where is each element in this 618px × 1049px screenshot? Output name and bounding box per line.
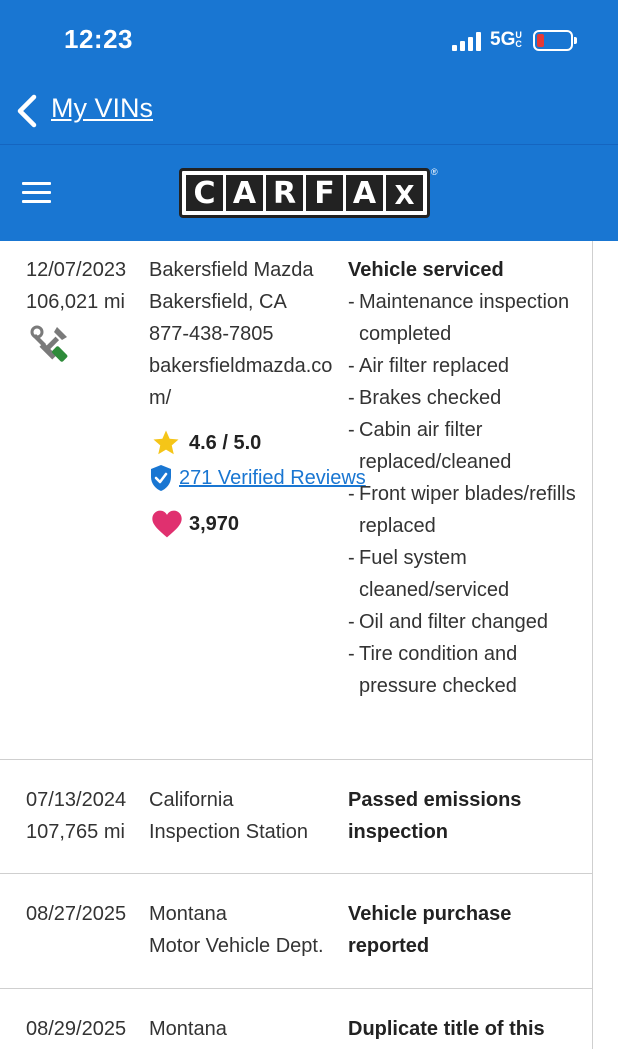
logo-letter: A: [226, 175, 263, 211]
carfax-logo[interactable]: [179, 168, 430, 218]
verified-shield-icon: [149, 464, 173, 492]
app-header: [0, 145, 618, 241]
network-label: 5GUC: [490, 29, 522, 50]
service-tools-icon: [30, 324, 70, 364]
source-name: California: [149, 789, 234, 811]
menu-icon[interactable]: [22, 182, 52, 204]
source-location: Bakersfield, CA: [149, 291, 287, 313]
service-items: [348, 286, 578, 702]
record-mileage: 107,765 mi: [26, 821, 125, 843]
heart-icon: [151, 509, 183, 539]
history-record: [0, 989, 592, 1049]
source-name-line2: Motor Vehicle Dept.: [149, 935, 324, 957]
source-name: Montana: [149, 903, 227, 925]
record-date: 07/13/2024: [26, 789, 127, 811]
source-phone[interactable]: 877-438-7805: [149, 323, 274, 345]
logo-letter: A: [346, 175, 383, 211]
history-record: [0, 241, 592, 760]
service-item: - Air filter replaced: [348, 350, 578, 382]
service-item: - Tire condition and pressure checked: [348, 638, 578, 702]
service-item: - Cabin air filter replaced/cleaned: [348, 414, 578, 478]
record-title: Vehicle serviced: [348, 259, 504, 281]
dealer-rating: [151, 427, 261, 459]
record-date: 12/07/2023: [26, 259, 127, 281]
status-time: 12:23: [64, 24, 133, 54]
registered-mark: ®: [431, 167, 438, 177]
signal-icon: [452, 31, 484, 51]
back-link-my-vins[interactable]: My VINs: [51, 93, 154, 123]
service-item: - Front wiper blades/refills replaced: [348, 478, 578, 542]
logo-letter: C: [186, 175, 223, 211]
logo-letter: R: [266, 175, 303, 211]
service-item: - Brakes checked: [348, 382, 578, 414]
reviews-link[interactable]: 271 Verified Reviews: [179, 466, 366, 489]
history-record: [0, 760, 592, 874]
source-name-line2: Inspection Station: [149, 821, 308, 843]
record-date: 08/27/2025: [26, 903, 127, 925]
status-and-nav-bar: [0, 0, 618, 145]
rating-value: 4.6 / 5.0: [189, 431, 262, 454]
record-title: Vehicle purchase reported: [348, 903, 512, 957]
favorites-value: 3,970: [189, 512, 240, 535]
source-website[interactable]: bakersfieldmazda.com/: [149, 355, 333, 409]
battery-icon: [533, 30, 573, 51]
star-icon: [151, 428, 181, 458]
record-mileage: 106,021 mi: [26, 291, 125, 313]
source-name: Montana: [149, 1018, 227, 1040]
record-title: Duplicate title of this: [348, 1018, 545, 1040]
history-record: [0, 874, 592, 989]
service-item: - Fuel system cleaned/serviced: [348, 542, 578, 606]
service-item: - Maintenance inspection completed: [348, 286, 578, 350]
verified-reviews[interactable]: [149, 463, 366, 493]
record-title: Passed emissions inspection: [348, 789, 522, 843]
service-item: - Oil and filter changed: [348, 606, 578, 638]
history-records: [0, 241, 593, 1049]
record-date: 08/29/2025: [26, 1018, 127, 1040]
logo-letter: X: [386, 175, 423, 211]
back-chevron-icon[interactable]: [14, 94, 40, 128]
logo-letter: F: [306, 175, 343, 211]
source-name: Bakersfield Mazda: [149, 259, 314, 281]
favorites-count: [151, 508, 239, 540]
